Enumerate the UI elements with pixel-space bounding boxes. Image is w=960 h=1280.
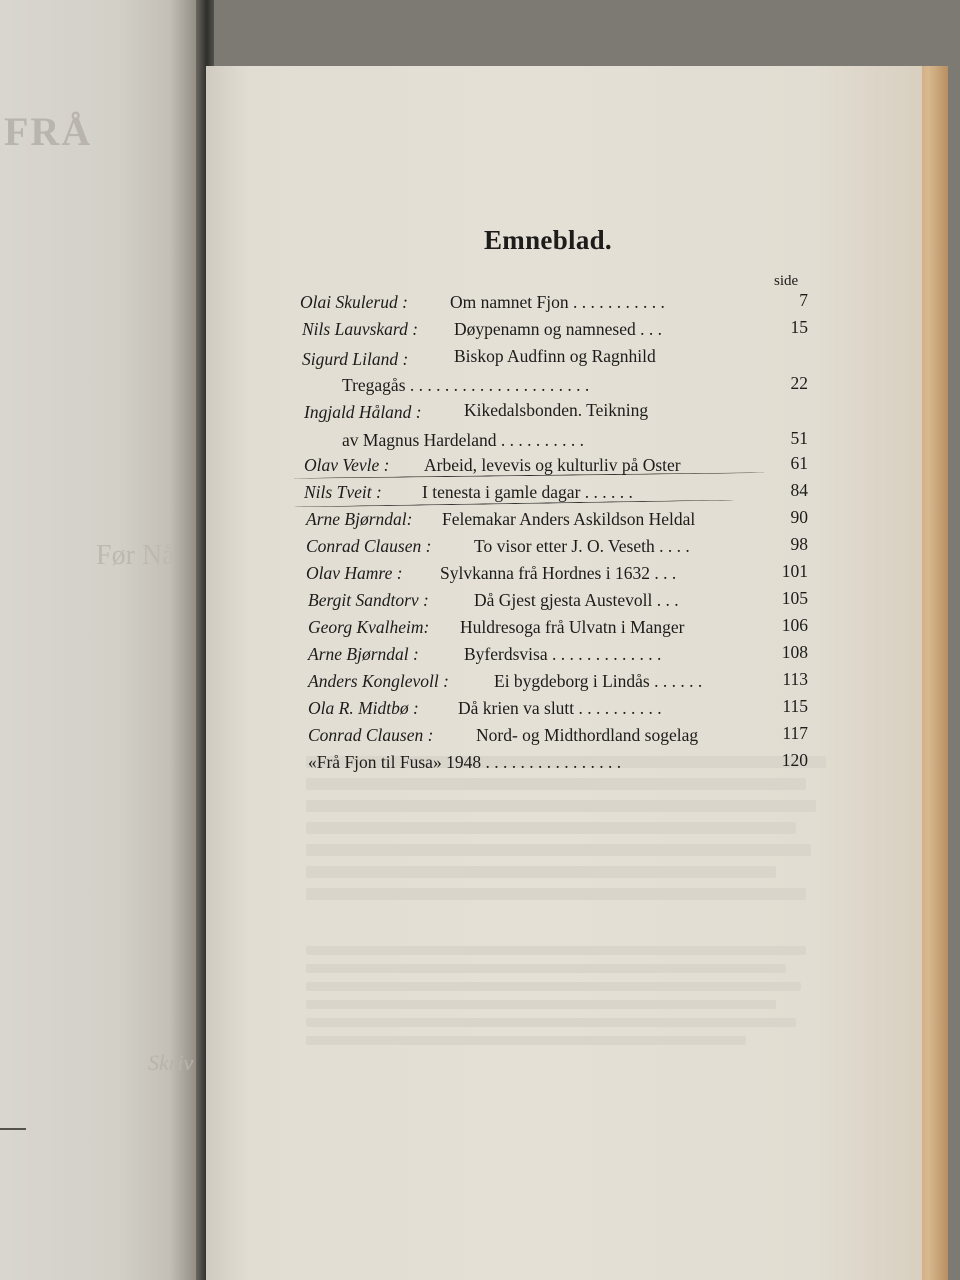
toc-title: «Frå Fjon til Fusa» 1948 . . . . . . . . . . . . . . . . [308,752,622,772]
toc-page-number: 115 [782,696,808,716]
toc-author: Olav Vevle : [304,455,390,475]
page-title: Emneblad. [484,225,612,255]
toc-author: Nils Lauvskard : [302,319,419,339]
toc-page-number: 98 [790,534,808,554]
toc-entry [298,318,818,342]
left-page-mark [0,1128,26,1130]
left-page [0,0,212,1280]
show-through-text [306,844,811,856]
toc-entry [298,401,818,455]
toc-entry [298,697,818,721]
toc-entry [298,724,818,748]
toc-page-number: 105 [781,588,808,608]
show-through-text [306,800,816,812]
toc-entry [298,291,818,315]
toc-title: Ei bygdeborg i Lindås . . . . . . [494,671,703,691]
show-through-text [306,822,796,834]
toc-page-number: 101 [781,561,808,581]
toc-entry [298,616,818,640]
toc-author: Arne Bjørndal : [308,644,419,664]
toc-title: Felemakar Anders Askildson Heldal [442,509,696,529]
toc-page-number: 117 [782,723,808,743]
toc-author: Conrad Clausen : [308,725,434,745]
toc-title: Nord- og Midthordland sogelag [476,725,699,745]
toc-page-number: 90 [790,507,808,527]
toc-entry [298,348,818,402]
toc-author: Bergit Sandtorv : [308,590,429,610]
toc-entry [298,670,818,694]
toc-entry [298,751,818,775]
toc-page-number: 113 [782,669,808,689]
show-through-text [306,1018,796,1027]
toc-author: Olav Hamre : [306,563,403,583]
show-through-text [306,964,786,973]
show-through-text [306,866,776,878]
toc-page-number: 84 [790,480,808,500]
toc-page-number: 120 [781,750,808,770]
toc-title: Då Gjest gjesta Austevoll . . . [474,590,679,610]
toc-entry [298,589,818,613]
toc-title: Døypenamn og namnesed . . . [454,319,663,339]
toc-page-number: 51 [790,428,808,448]
toc-title: Huldresoga frå Ulvatn i Manger [460,617,685,637]
toc-entry [298,508,818,532]
toc-title: I tenesta i gamle dagar . . . . . . [422,482,633,502]
left-page-ghost-text: FRÅ [4,109,93,154]
toc-page-number: 106 [781,615,808,635]
toc-title-continued: av Magnus Hardeland . . . . . . . . . . [342,430,585,450]
toc-author: Nils Tveit : [304,482,382,502]
toc-page-number: 108 [781,642,808,662]
toc-title: Byferdsvisa . . . . . . . . . . . . . [464,644,662,664]
show-through-text [306,1036,746,1045]
toc-page-number: 22 [790,373,808,393]
toc-entry [298,562,818,586]
left-page-ghost-text: Før Nå [96,540,175,571]
toc-author: Ola R. Midtbø : [308,698,419,718]
show-through-text [306,778,806,790]
toc-title: Kikedalsbonden. Teikning [464,400,649,420]
toc-title: Om namnet Fjon . . . . . . . . . . . [450,292,665,312]
show-through-text [306,888,806,900]
toc-author: Anders Konglevoll : [308,671,449,691]
toc-page-number: 7 [799,290,808,310]
toc-author: Sigurd Liland : [302,349,409,369]
toc-title: Då krien va slutt . . . . . . . . . . [458,698,662,718]
left-page-ghost-text: Skriv [148,1050,194,1075]
toc-author: Georg Kvalheim: [308,617,430,637]
toc-entry [298,643,818,667]
show-through-text [306,982,801,991]
toc-page-number: 61 [790,453,808,473]
toc-title: Sylvkanna frå Hordnes i 1632 . . . [440,563,677,583]
show-through-text [306,1000,776,1009]
page-column-label: side [774,273,799,289]
toc-author: Arne Bjørndal: [306,509,413,529]
toc-author: Conrad Clausen : [306,536,432,556]
toc-author: Ingjald Håland : [304,402,422,422]
toc-title-continued: Tregagås . . . . . . . . . . . . . . . . . . . . . [342,375,590,395]
toc-title: Biskop Audfinn og Ragnhild [454,346,656,366]
toc-title: To visor etter J. O. Veseth . . . . [474,536,690,556]
toc-page-number: 15 [790,317,808,337]
toc-title: Arbeid, levevis og kulturliv på Oster [424,455,681,475]
show-through-text [306,946,806,955]
toc-author: Olai Skulerud : [300,292,408,312]
toc-entry [298,535,818,559]
